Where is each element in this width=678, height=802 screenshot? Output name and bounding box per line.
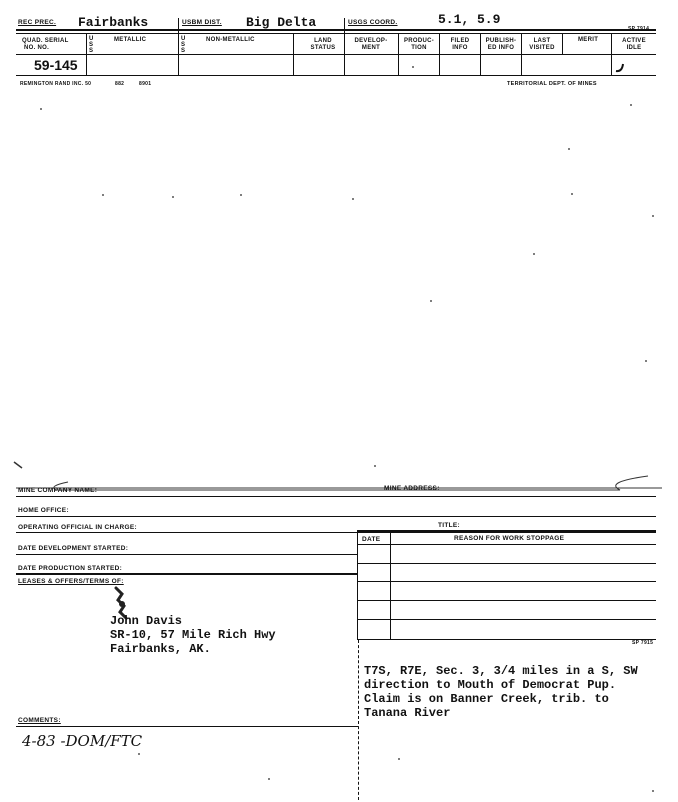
operating-official-label: OPERATING OFFICIAL IN CHARGE: (18, 524, 137, 531)
rule (357, 619, 656, 620)
rule (16, 496, 656, 497)
rule (16, 532, 656, 533)
divider (86, 33, 87, 75)
divider (293, 33, 294, 75)
divider (611, 33, 612, 75)
divider (439, 33, 440, 75)
col-development: DEVELOP- MENT (354, 38, 388, 51)
date-col-header: DATE (362, 536, 381, 543)
top-rule-1 (16, 29, 656, 31)
rule (357, 581, 656, 582)
date-prod-started-label: DATE PRODUCTION STARTED: (18, 565, 123, 572)
col-active-idle: ACTIVE IDLE (622, 38, 646, 51)
mine-address-label: MINE ADDRESS: (384, 485, 440, 492)
rule (16, 554, 358, 555)
top-rule-2 (16, 33, 656, 34)
col-land-status: LAND STATUS (310, 38, 336, 51)
print-number-2: 8901 (139, 81, 152, 87)
location-line-3: Claim is on Banner Creek, trib. to (364, 692, 609, 706)
rule (357, 544, 656, 545)
col-no-no: NO. NO. (24, 45, 50, 51)
location-line-4: Tanana River (364, 706, 451, 720)
mine-company-name-label: MINE COMPANY NAME: (18, 487, 98, 494)
date-dev-started-label: DATE DEVELOPMENT STARTED: (18, 545, 129, 552)
divider (521, 33, 522, 75)
card-edge (8, 460, 670, 494)
bottom-form-code: SP 7915 (632, 640, 654, 646)
speck (102, 194, 104, 196)
divider (562, 33, 563, 55)
speck (652, 790, 654, 792)
rule (357, 563, 656, 564)
usbm-dist-value: Big Delta (246, 15, 317, 30)
usgs-coord-label: USGS COORD. (348, 19, 398, 26)
col-published-info: PUBLISH- ED INFO (485, 38, 517, 51)
print-number-1: 882 (115, 81, 125, 87)
rec-prec-label: REC PREC. (18, 19, 57, 26)
checkmark-icon (614, 60, 628, 74)
top-rule-3 (16, 54, 656, 55)
rule (357, 639, 656, 640)
col-filed-info: FILED INFO (450, 38, 470, 51)
speck (630, 104, 632, 106)
speck (138, 753, 140, 755)
home-office-label: HOME OFFICE: (18, 507, 69, 514)
location-line-1: T7S, R7E, Sec. 3, 3/4 miles in a S, SW (364, 664, 638, 678)
col-merit: MERIT (578, 37, 599, 43)
dept-credit: TERRITORIAL DEPT. OF MINES (507, 81, 597, 87)
divider (178, 18, 179, 75)
speck (352, 198, 354, 200)
speck (568, 148, 570, 150)
rule (357, 600, 656, 601)
col-non-metallic: NON-METALLIC (206, 37, 255, 43)
rule (16, 726, 358, 727)
location-line-2: direction to Mouth of Democrat Pup. (364, 678, 617, 692)
top-rule-4 (16, 75, 656, 76)
speck (645, 360, 647, 362)
speck (398, 758, 400, 760)
col-uss-metallic: U S S (89, 36, 94, 54)
speck (240, 194, 242, 196)
usgs-coord-value: 5.1, 5.9 (438, 12, 501, 27)
divider (398, 33, 399, 75)
usbm-dist-label: USBM DIST. (182, 19, 222, 26)
rule (16, 516, 656, 517)
speck (571, 193, 573, 195)
divider (344, 18, 345, 75)
rule (16, 573, 358, 575)
owner-name: John Davis (110, 614, 183, 628)
col-uss-nonmetallic: U S S (181, 36, 186, 54)
col-quad-serial: QUAD. SERIAL (22, 38, 69, 44)
printer-credit: REMINGTON RAND INC. 50 (20, 81, 92, 87)
speck (172, 196, 174, 198)
comments-label: COMMENTS: (18, 717, 61, 724)
serial-value: 59-145 (34, 57, 78, 73)
speck (268, 778, 270, 780)
col-production: PRODUC- TION (403, 38, 435, 51)
speck (412, 66, 414, 68)
owner-address-2: Fairbanks, AK. (110, 642, 211, 656)
handwritten-comment: 4-83 -DOM/FTC (22, 732, 143, 750)
leases-label: LEASES & OFFERS/TERMS OF: (18, 578, 124, 585)
rec-prec-value: Fairbanks (78, 15, 149, 30)
top-form-code: SP 7914 (628, 26, 650, 32)
rule (390, 532, 391, 640)
speck (430, 300, 432, 302)
title-label: TITLE: (438, 522, 461, 529)
owner-address-1: SR-10, 57 Mile Rich Hwy (110, 628, 276, 642)
speck (40, 108, 42, 110)
reason-col-header: REASON FOR WORK STOPPAGE (454, 535, 565, 542)
speck (533, 253, 535, 255)
rule (357, 530, 656, 532)
rule (358, 640, 359, 800)
col-last-visited: LAST VISITED (529, 38, 555, 51)
col-metallic: METALLIC (114, 37, 147, 43)
rule (357, 532, 358, 640)
speck (652, 215, 654, 217)
